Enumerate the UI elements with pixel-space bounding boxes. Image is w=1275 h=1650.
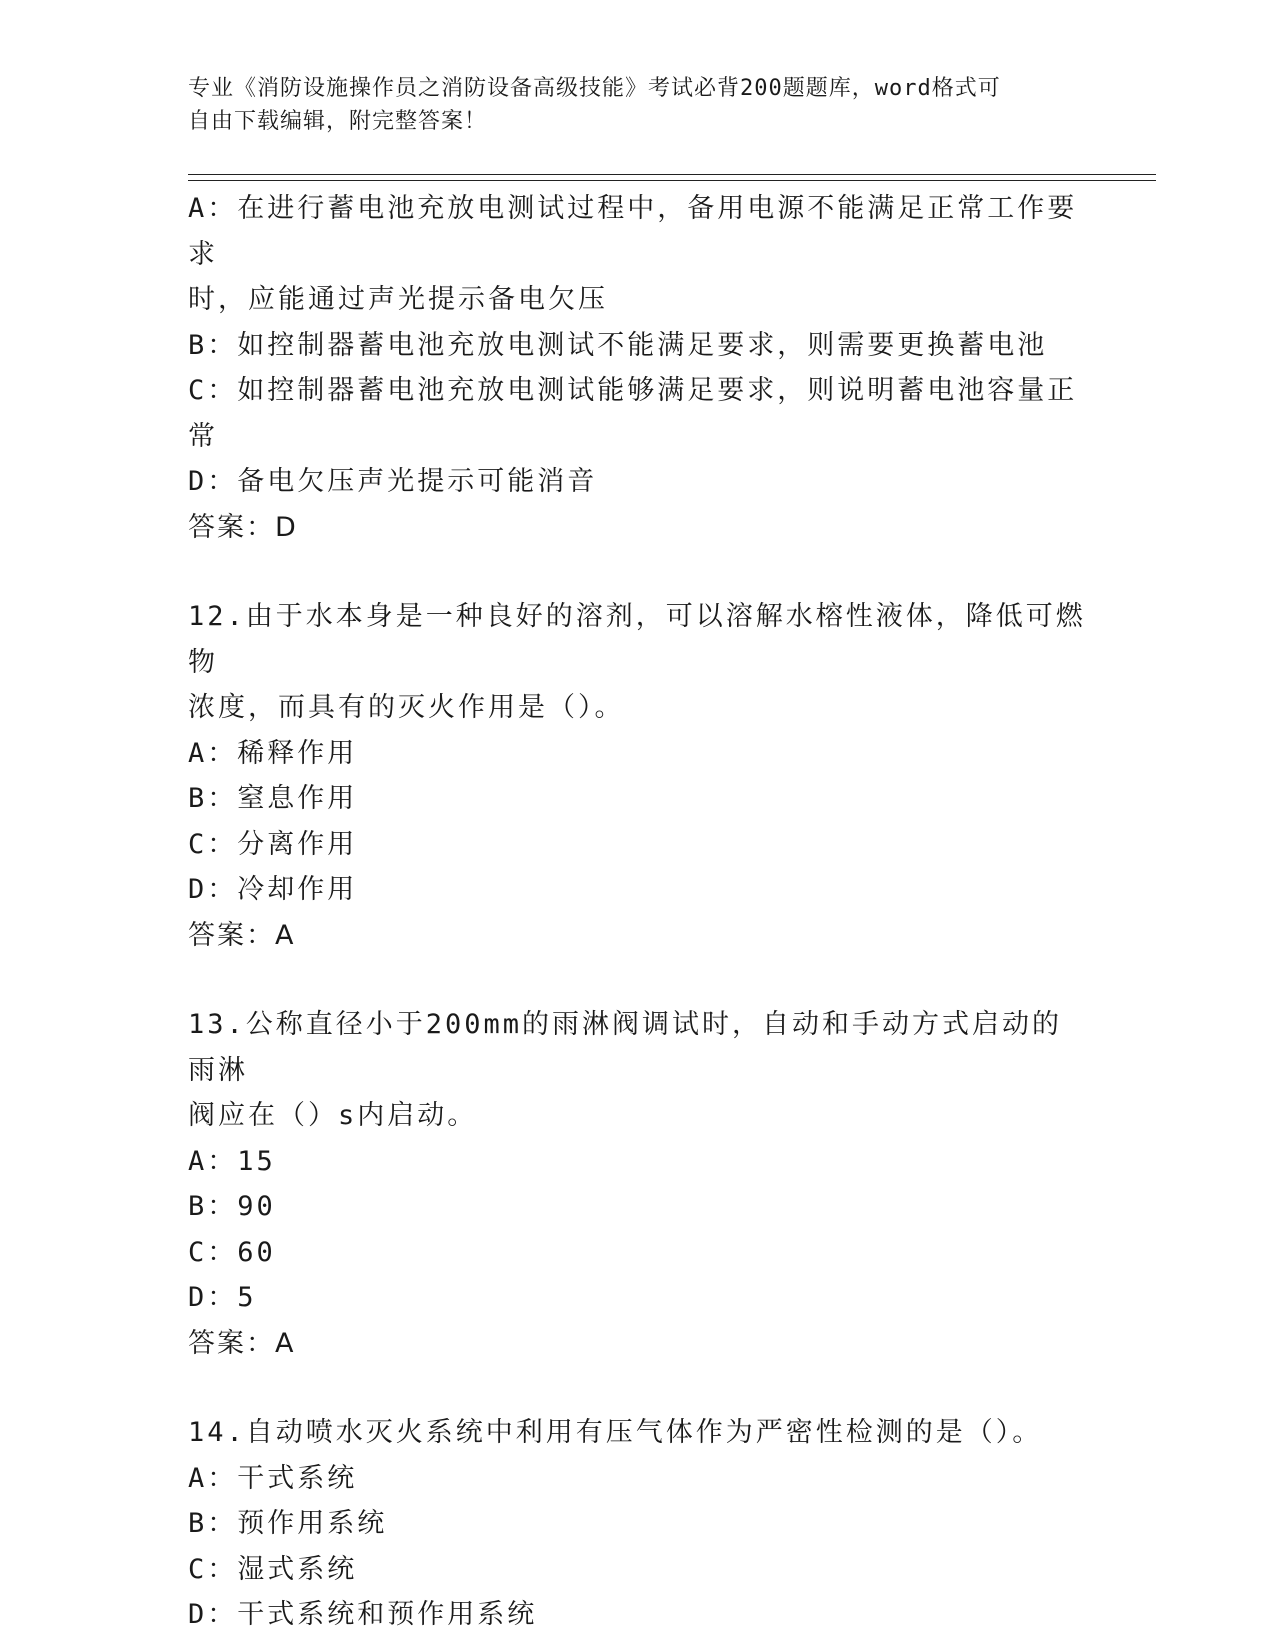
header-line-2: 自由下载编辑，附完整答案！ <box>188 109 488 134</box>
option-b: B：90 <box>188 1191 276 1222</box>
option-b: B：窒息作用 <box>188 783 358 814</box>
option-d: D：备电欠压声光提示可能消音 <box>188 466 598 497</box>
question-stem: 13.公称直径小于200mm的雨淋阀调试时，自动和手动方式启动的雨淋 <box>188 1009 1063 1086</box>
option-c: C：60 <box>188 1236 276 1268</box>
question-block-13 <box>188 1002 1088 1366</box>
answer: 答案：A <box>188 919 296 951</box>
option-d: D：5 <box>188 1282 257 1313</box>
answer: 答案：D <box>188 511 298 543</box>
header-divider-top <box>188 174 1156 175</box>
question-stem-continued: 阀应在（）s内启动。 <box>188 1100 478 1131</box>
header-line-1: 专业《消防设施操作员之消防设备高级技能》考试必背200题题库，word格式可 <box>188 76 1001 101</box>
option-c: C：分离作用 <box>188 828 358 860</box>
question-list <box>188 186 1088 1638</box>
question-block-12 <box>188 594 1088 958</box>
option-b: B：如控制器蓄电池充放电测试不能满足要求，则需要更换蓄电池 <box>188 329 1048 361</box>
option-a: A：15 <box>188 1145 276 1177</box>
question-stem-continued: 浓度，而具有的灭火作用是（）。 <box>188 692 625 723</box>
option-d: D：干式系统和预作用系统 <box>188 1599 538 1630</box>
option-a: A：干式系统 <box>188 1462 358 1494</box>
option-a: A：稀释作用 <box>188 737 358 769</box>
answer: 答案：A <box>188 1327 296 1359</box>
question-stem: 14.自动喷水灭火系统中利用有压气体作为严密性检测的是（）。 <box>188 1417 1043 1448</box>
header-divider-bottom <box>188 180 1156 181</box>
option-c: C：湿式系统 <box>188 1553 358 1585</box>
option-a: A：在进行蓄电池充放电测试过程中，备用电源不能满足正常工作要求 <box>188 193 1078 270</box>
option-c: C：如控制器蓄电池充放电测试能够满足要求，则说明蓄电池容量正常 <box>188 375 1078 452</box>
question-block-11 <box>188 186 1088 550</box>
option-a-continued: 时，应能通过声光提示备电欠压 <box>188 284 608 315</box>
option-b: B：预作用系统 <box>188 1508 388 1539</box>
question-block-14 <box>188 1410 1088 1638</box>
question-stem: 12.由于水本身是一种良好的溶剂，可以溶解水榕性液体，降低可燃物 <box>188 601 1086 678</box>
option-d: D：冷却作用 <box>188 874 358 905</box>
document-header <box>188 72 1088 138</box>
